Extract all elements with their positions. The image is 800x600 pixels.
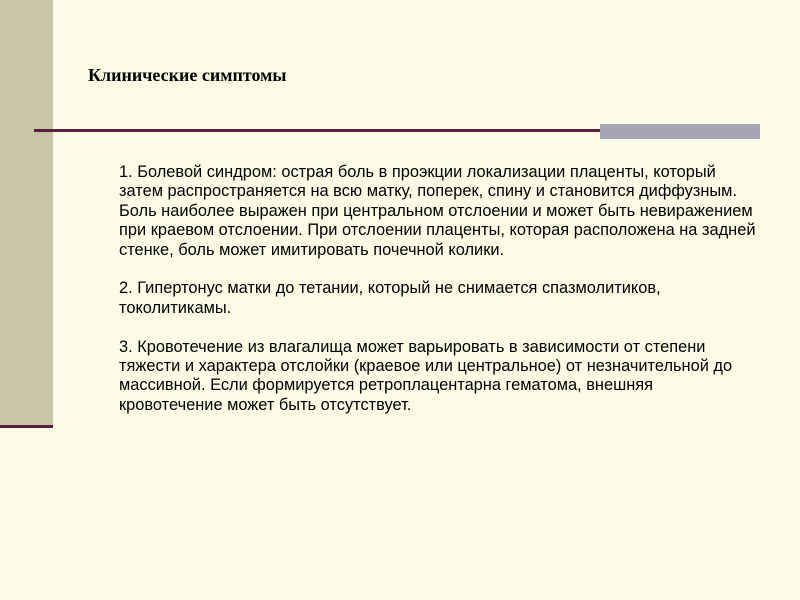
symptom-paragraph-pain: 1. Болевой синдром: острая боль в проэкции локализации плаценты, который затем распространяется на всю матку, поперек, спину и становится диффузным. Боль наиболее выражен при центральном отслоении и может быть невиражением при краевом отслоении. При отслоении плаценты, которая расположена на задней стенке, боль может имитировать почечной колики. xyxy=(119,163,756,259)
slide-content xyxy=(119,163,759,435)
title-divider-rule xyxy=(34,129,604,132)
symptom-paragraph-hypertonus: 2. Гипертонус матки до тетании, который не снимается спазмолитиков, токолитикамы. xyxy=(119,279,661,317)
left-side-band-rule xyxy=(0,425,53,428)
left-side-band xyxy=(0,0,53,427)
title-accent-block xyxy=(600,124,760,139)
slide-title: Клинические симптомы xyxy=(88,65,287,85)
symptom-paragraph-bleeding: 3. Кровотечение из влагалища может варьировать в зависимости от степени тяжести и характера отслойки (краевое или центральное) от незначительной до массивной. Если формируется ретроплацентарна гематома, внешняя кровотечение может быть отсутствует. xyxy=(119,337,733,414)
